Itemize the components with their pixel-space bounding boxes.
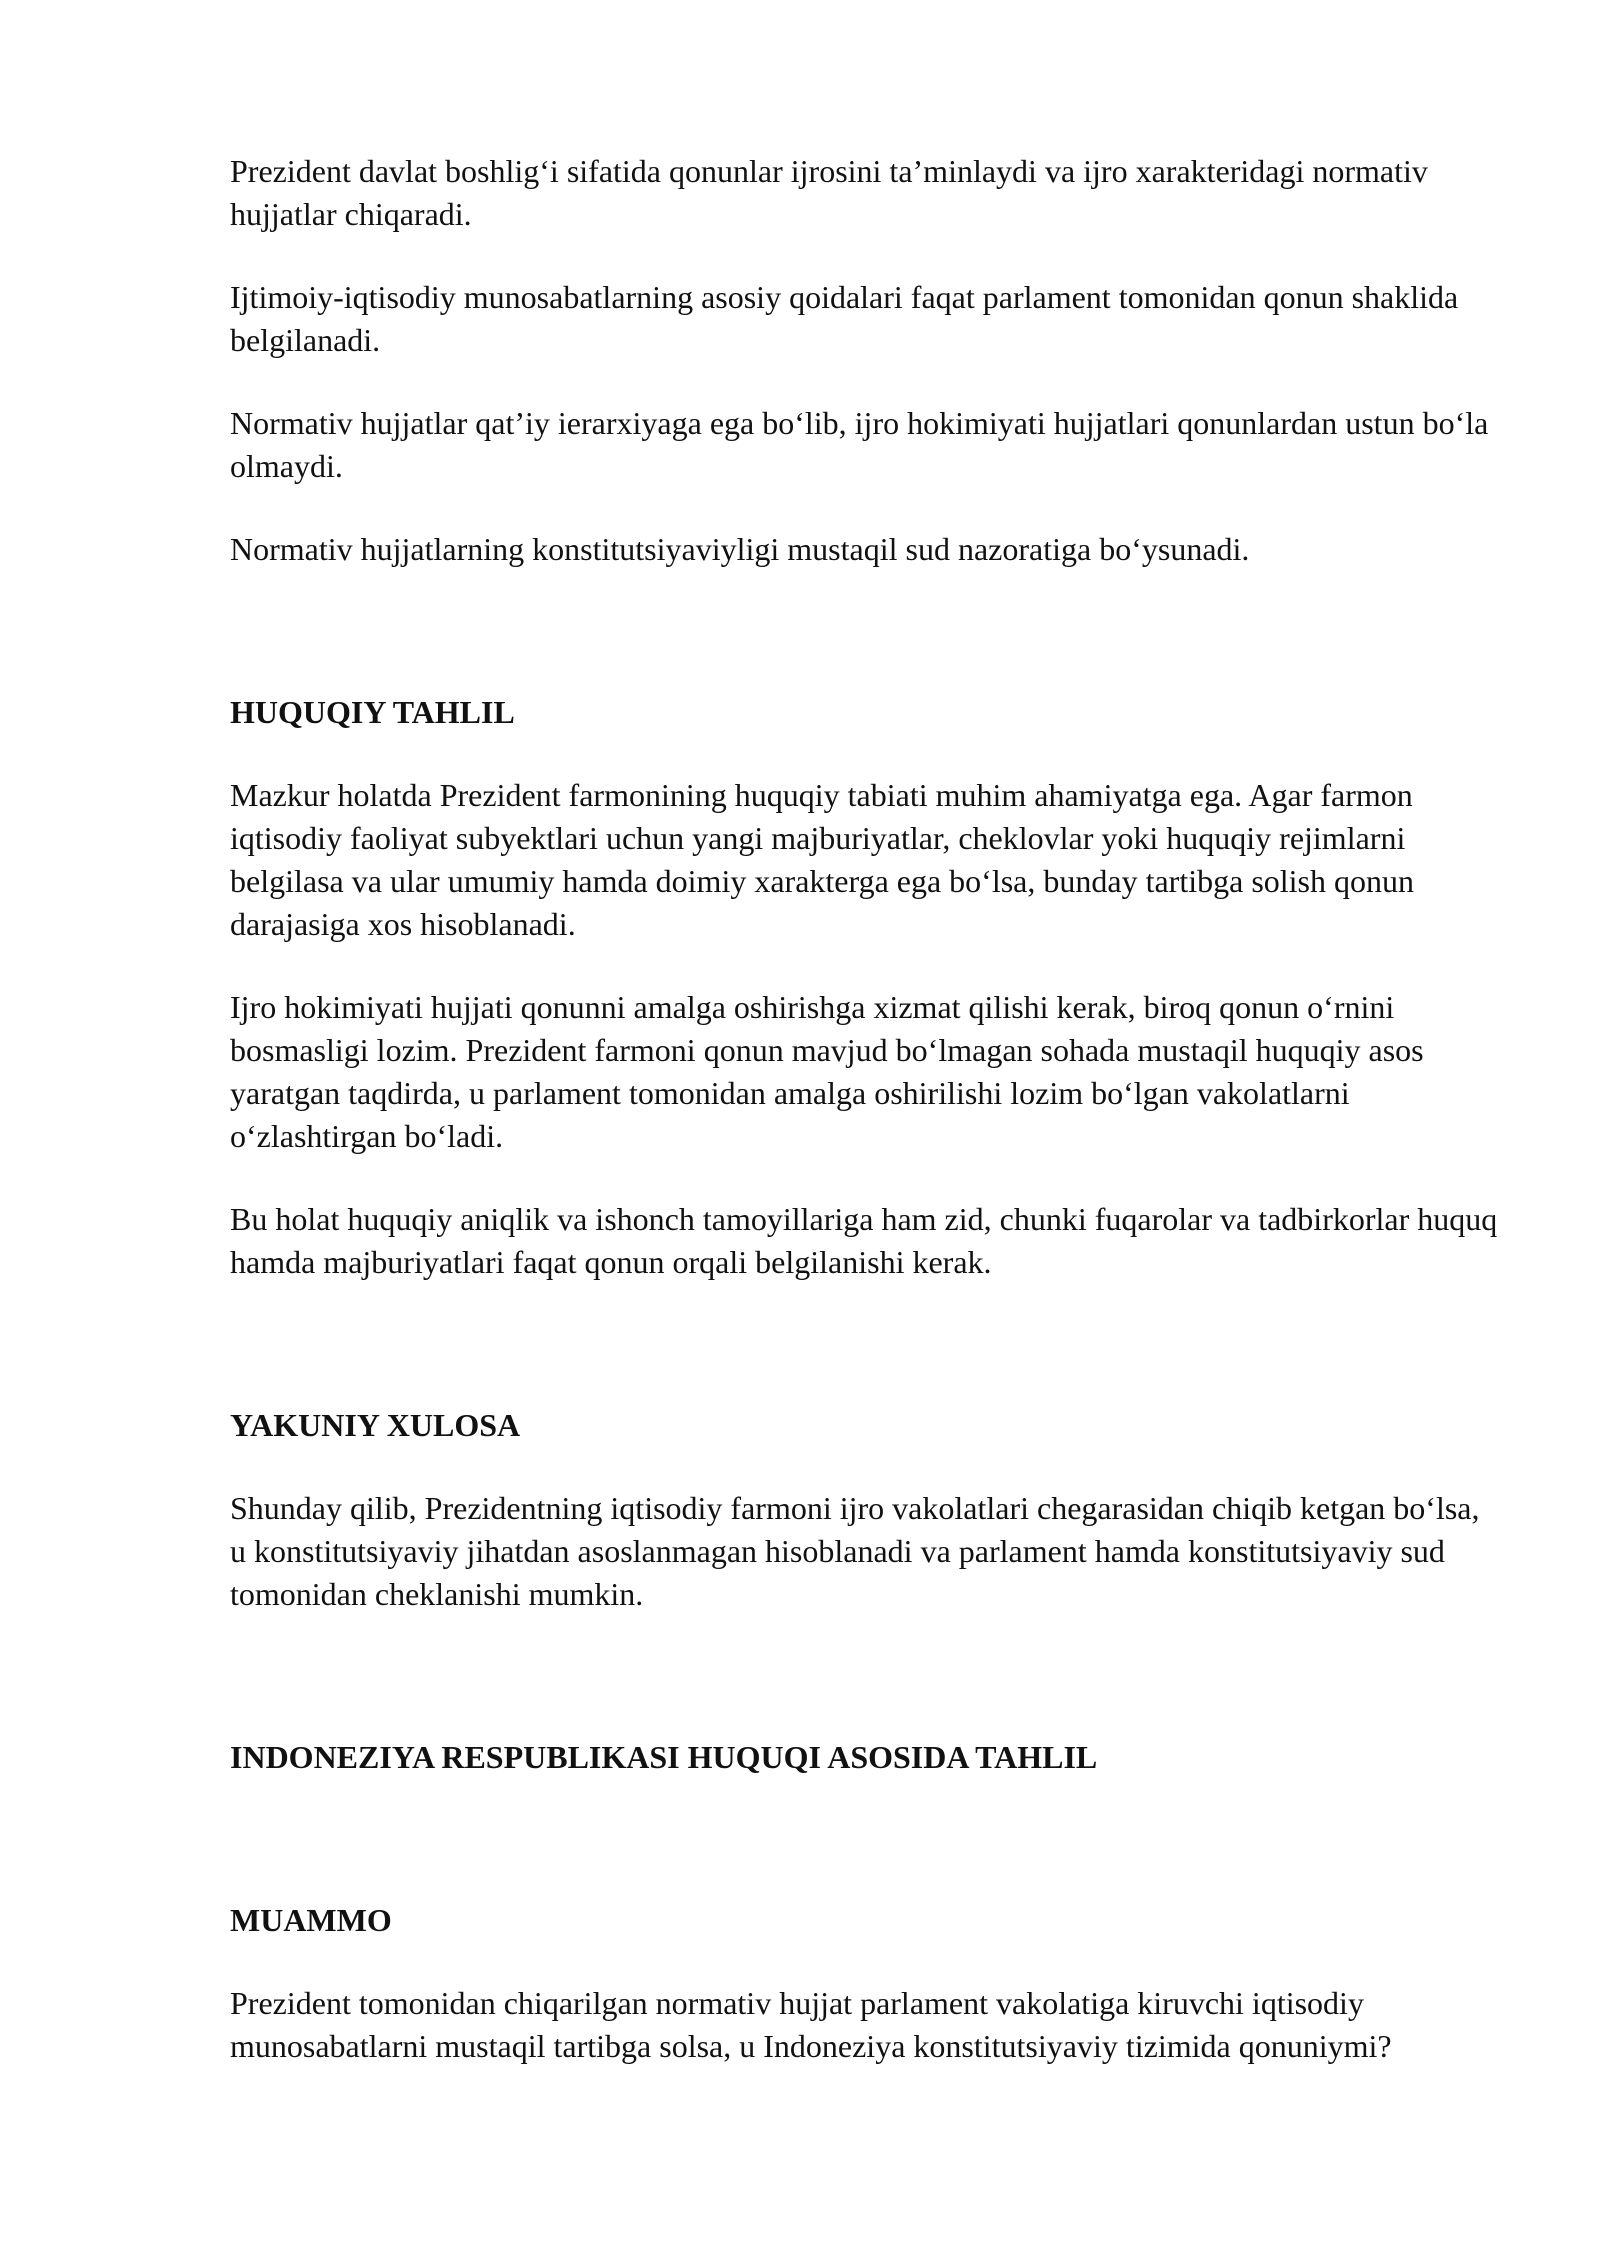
heading-yakuniy-xulosa: YAKUNIY XULOSA <box>230 1407 521 1443</box>
heading-indoneziya: INDONEZIYA RESPUBLIKASI HUQUQI ASOSIDA TAHLIL <box>230 1739 1098 1775</box>
intro-paragraph-2: Ijtimoiy-iqtisodiy munosabatlarning asosiy qoidalari faqat parlament tomonidan qonun shaklida belgilanadi. <box>230 279 1459 358</box>
document-page <box>230 150 1500 2068</box>
heading-huquqiy-tahlil: HUQUQIY TAHLIL <box>230 694 515 730</box>
intro-paragraph-1: Prezident davlat boshlig‘i sifatida qonunlar ijrosini ta’minlaydi va ijro xarakteridagi normativ hujjatlar chiqaradi. <box>230 153 1428 232</box>
problem-paragraph: Prezident tomonidan chiqarilgan normativ hujjat parlament vakolatiga kiruvchi iqtisodiy munosabatlarni mustaqil tartibga solsa, u Indoneziya konstitutsiyaviy tizimida qonuniymi? <box>230 1985 1392 2064</box>
analysis-paragraph-1: Mazkur holatda Prezident farmonining huquqiy tabiati muhim ahamiyatga ega. Agar farmon iqtisodiy faoliyat subyektlari uchun yangi majburiyatlar, cheklovlar yoki huquqiy rejimlarni belgilasa va ular umumiy hamda doimiy xarakterga ega bo‘lsa, bunday tartibga solish qonun darajasiga xos hisoblanadi. <box>230 777 1414 942</box>
heading-muammo: MUAMMO <box>230 1902 392 1938</box>
analysis-paragraph-3: Bu holat huquqiy aniqlik va ishonch tamoyillariga ham zid, chunki fuqarolar va tadbirkorlar huquq hamda majburiyatlari faqat qonun orqali belgilanishi kerak. <box>230 1201 1498 1280</box>
analysis-paragraph-2: Ijro hokimiyati hujjati qonunni amalga oshirishga xizmat qilishi kerak, biroq qonun o‘rnini bosmasligi lozim. Prezident farmoni qonun mavjud bo‘lmagan sohada mustaqil huquqiy asos yaratgan taqdirda, u parlament tomonidan amalga oshirilishi lozim bo‘lgan vakolatlarni o‘zlashtirgan bo‘ladi. <box>230 989 1424 1154</box>
intro-paragraph-4: Normativ hujjatlarning konstitutsiyaviyligi mustaqil sud nazoratiga bo‘ysunadi. <box>230 531 1250 567</box>
conclusion-paragraph: Shunday qilib, Prezidentning iqtisodiy farmoni ijro vakolatlari chegarasidan chiqib ketgan bo‘lsa, u konstitutsiyaviy jihatdan asoslanmagan hisoblanadi va parlament hamda konstitutsiyaviy sud tomonidan cheklanishi mumkin. <box>230 1490 1480 1612</box>
intro-paragraph-3: Normativ hujjatlar qat’iy ierarxiyaga ega bo‘lib, ijro hokimiyati hujjatlari qonunlardan ustun bo‘la olmaydi. <box>230 405 1489 484</box>
